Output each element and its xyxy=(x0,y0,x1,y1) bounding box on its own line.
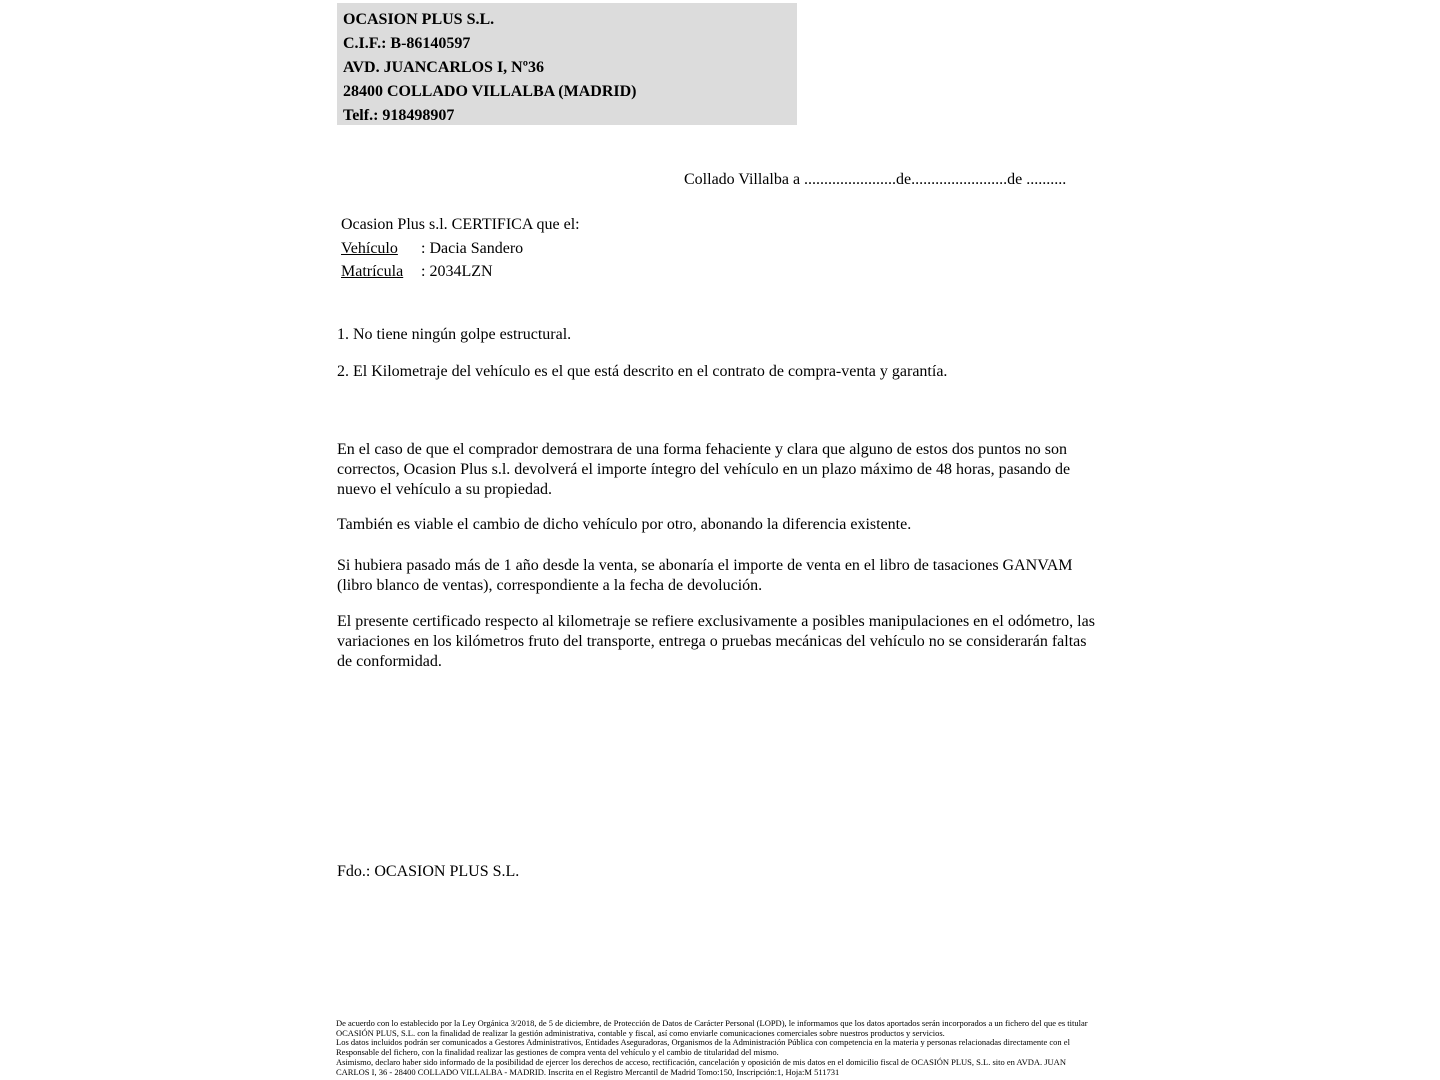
vehicle-label-cell xyxy=(341,240,421,258)
point-1: 1. No tiene ningún golpe estructural. xyxy=(337,326,572,343)
paragraph-odometer: El presente certificado respecto al kilometraje se refiere exclusivamente a posibles manipulaciones en el odómetro, las variaciones en los kilómetros fruto del transporte, entrega o pruebas mecánicas del vehículo no se considerarán faltas de conformidad. xyxy=(337,613,1095,670)
legal-footer-line: Los datos incluidos podrán ser comunicados a Gestores Administrativos, Entidades Aseguradoras, Organismos de la Administración Pública con competencia en la materia y personas relacionadas directamente con el xyxy=(336,1037,1070,1048)
date-line: Collado Villalba a .......................de........................de .......... xyxy=(684,171,1067,188)
company-name: OCASION PLUS S.L. xyxy=(343,11,495,28)
legal-footer-line: Asimismo, declaro haber sido informado de la posibilidad de ejercer los derechos de acceso, rectificación, cancelación y oposición de mis datos en el domicilio fiscal de OCASIÓN PLUS, S.L. sito en AVDA. JUAN xyxy=(336,1056,1066,1067)
plate-value: : 2034LZN xyxy=(421,263,493,280)
vehicle-row xyxy=(341,240,523,258)
point-2: 2. El Kilometraje del vehículo es el que está descrito en el contrato de compra-venta y garantía. xyxy=(337,363,948,380)
company-header-block xyxy=(337,3,797,125)
company-city: 28400 COLLADO VILLALBA (MADRID) xyxy=(343,83,637,100)
paragraph-refund: En el caso de que el comprador demostrara de una forma fehaciente y clara que alguno de estos dos puntos no son correctos, Ocasion Plus s.l. devolverá el importe íntegro del vehículo en un plazo máximo de 48 horas, pasando de nuevo el vehículo a su propiedad. xyxy=(337,441,1071,498)
legal-footer-line: OCASIÓN PLUS, S.L. con la finalidad de realizar la gestión administrativa, contable y fiscal, así como enviarle comunicaciones comerciales sobre nuestros productos y servicios. xyxy=(336,1027,945,1038)
company-phone: Telf.: 918498907 xyxy=(343,107,455,124)
legal-footer-line: CARLOS I, 36 - 28400 COLLADO VILLALBA - MADRID. Inscrita en el Registro Mercantil de Madrid Tomo:150, Inscripción:1, Hoja:M 511731 xyxy=(336,1066,840,1077)
plate-label: Matrícula xyxy=(341,263,404,280)
vehicle-label: Vehículo xyxy=(341,240,398,257)
paragraph-ganvam: Si hubiera pasado más de 1 año desde la venta, se abonaría el importe de venta en el libro de tasaciones GANVAM (libro blanco de ventas), correspondiente a la fecha de devolución. xyxy=(337,557,1073,594)
company-address: AVD. JUANCARLOS I, Nº36 xyxy=(343,59,545,76)
plate-label-cell xyxy=(341,263,421,281)
signature-line: Fdo.: OCASION PLUS S.L. xyxy=(337,863,520,880)
plate-row xyxy=(341,263,493,281)
company-cif: C.I.F.: B-86140597 xyxy=(343,35,471,52)
legal-footer-line: De acuerdo con lo establecido por la Ley Orgánica 3/2018, de 5 de diciembre, de Protección de Datos de Carácter Personal (LOPD), le informamos que los datos aportados serán incorporados a un fichero del que es titular xyxy=(336,1018,1088,1028)
legal-footer-line: Responsable del fichero, con la finalidad realizar las gestiones de compra venta del vehículo y el cambio de titularidad del mismo. xyxy=(336,1047,779,1058)
paragraph-exchange: También es viable el cambio de dicho vehículo por otro, abonando la diferencia existente. xyxy=(337,516,912,533)
certifies-line: Ocasion Plus s.l. CERTIFICA que el: xyxy=(341,216,580,233)
vehicle-value: : Dacia Sandero xyxy=(421,240,524,257)
legal-footer xyxy=(336,1019,1102,1077)
